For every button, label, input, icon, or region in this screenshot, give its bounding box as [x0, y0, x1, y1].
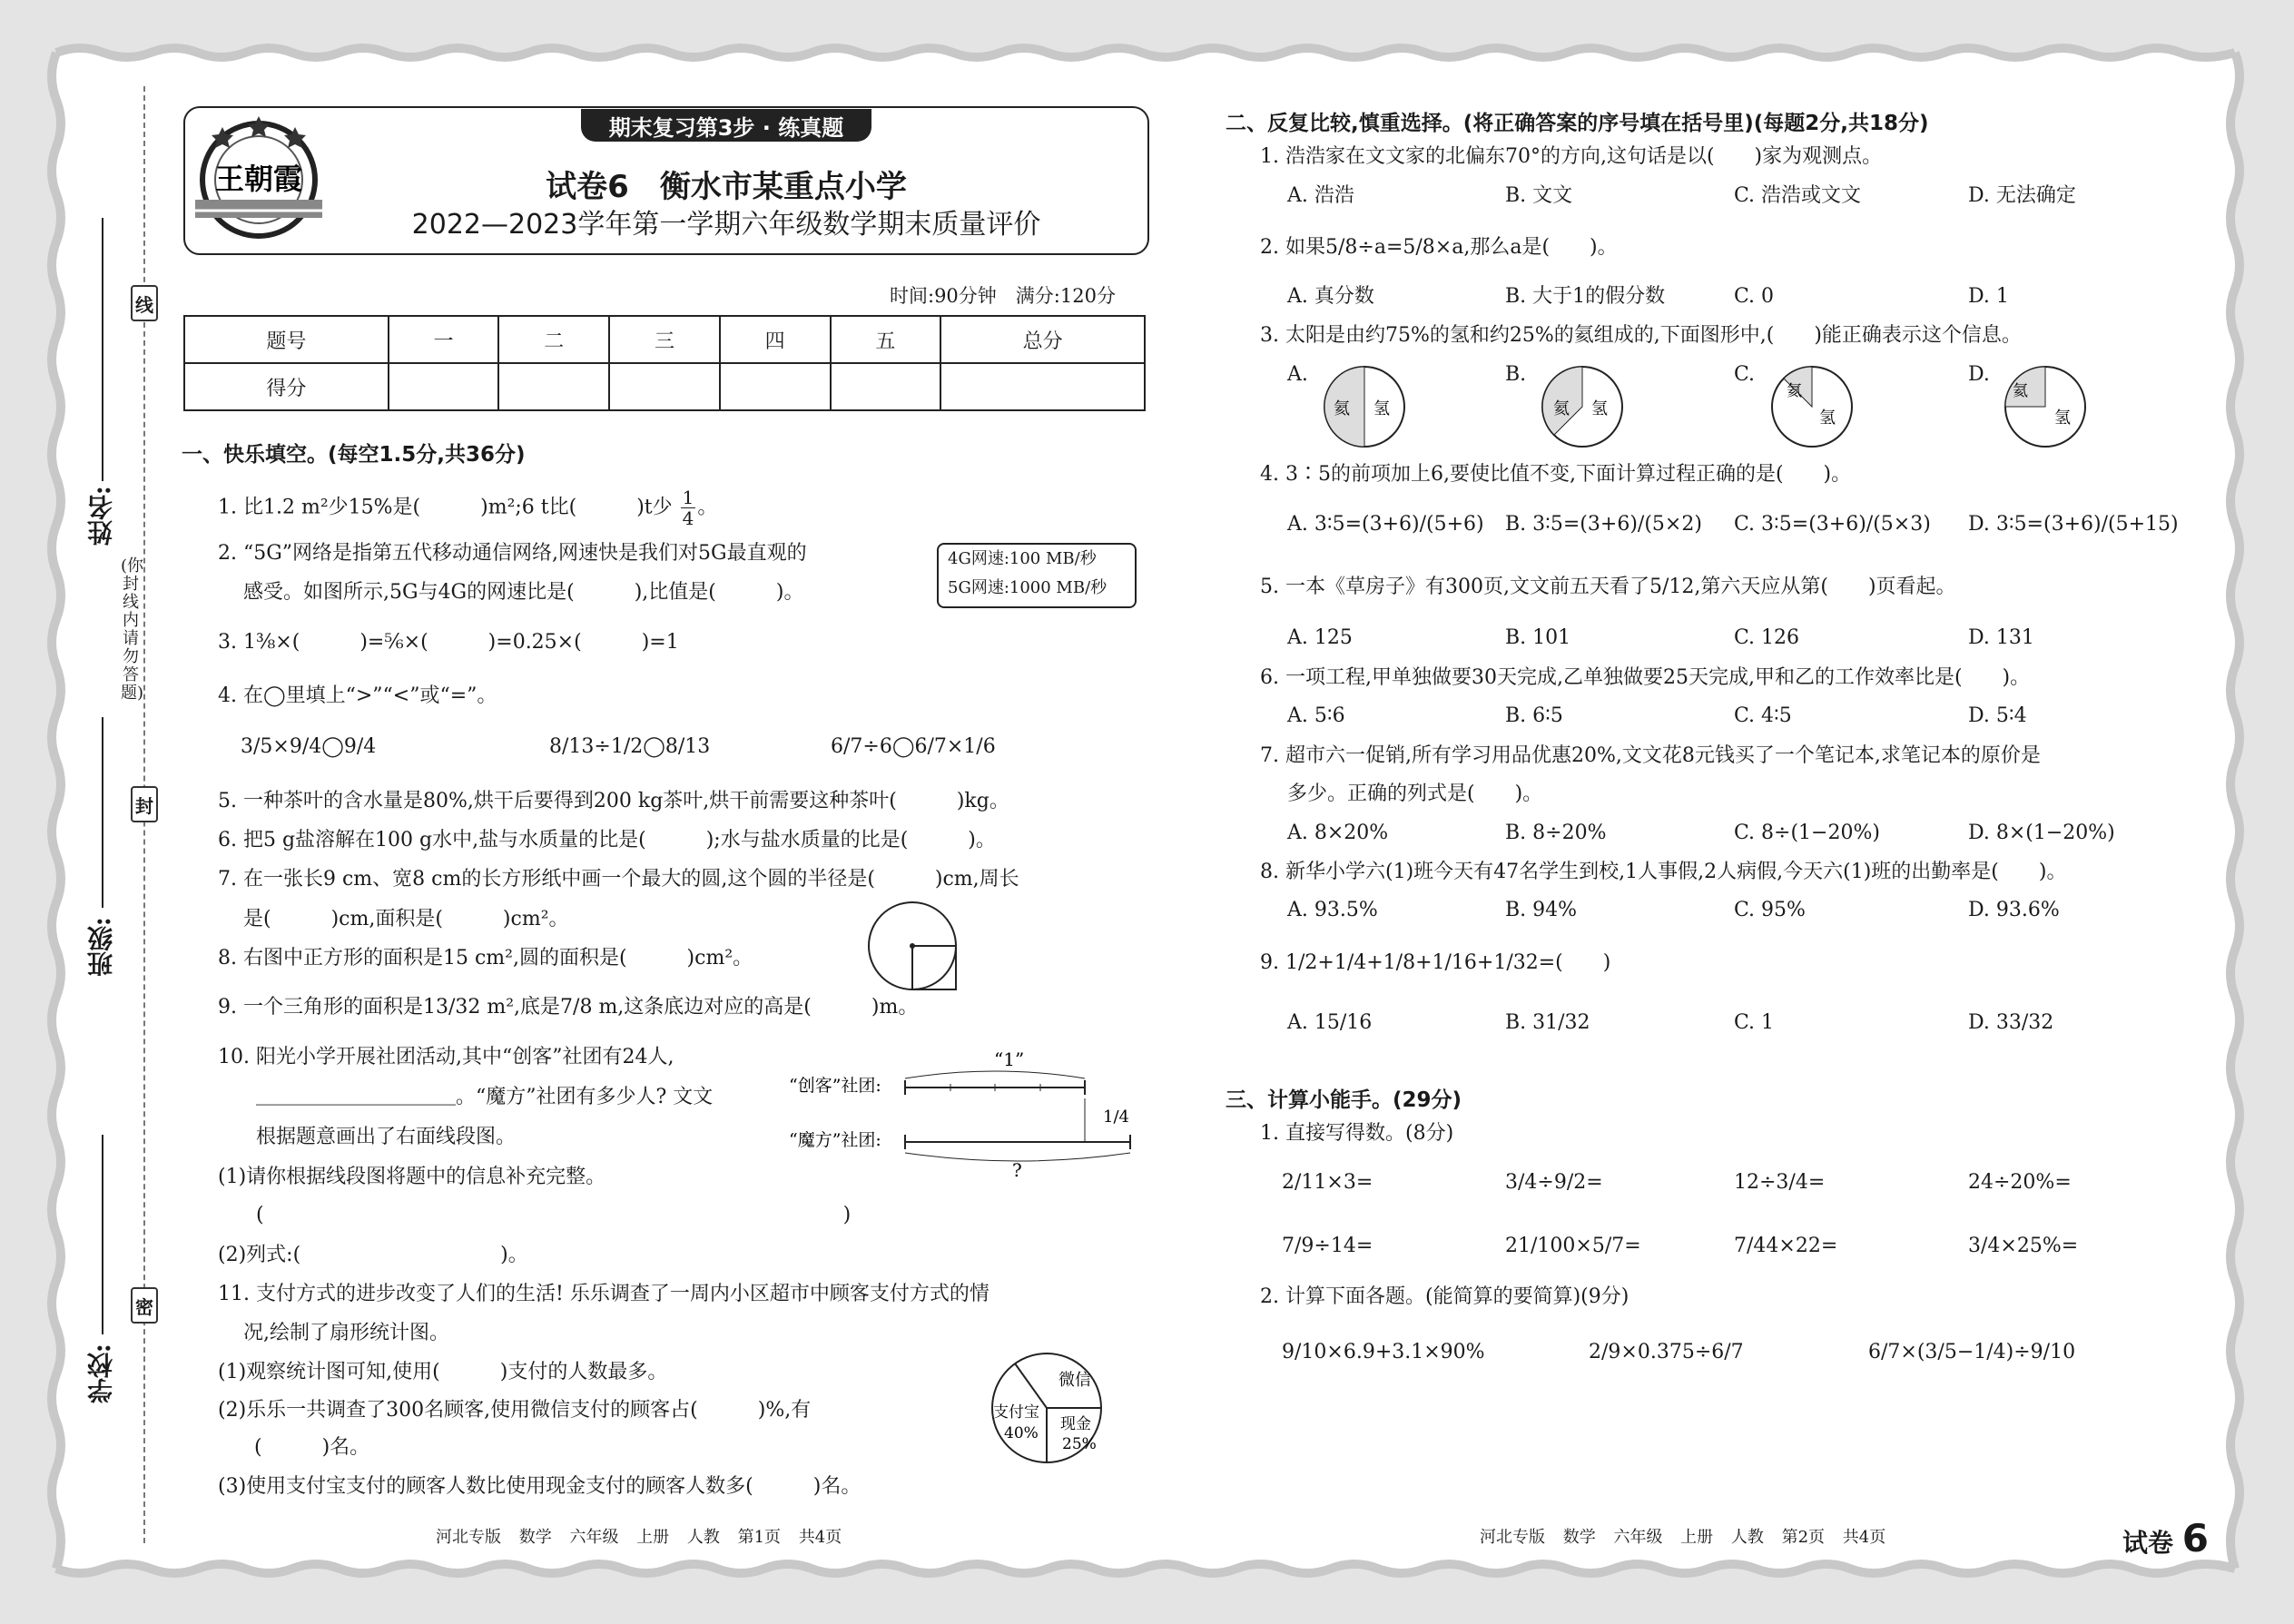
score-header-cell: 二 [498, 316, 609, 363]
s3-q2-item: 6/7×(3/5−1/4)÷9/10 [1868, 1341, 2076, 1363]
s2-q5-opt-b[interactable]: B. 101 [1505, 626, 1571, 649]
s2-q6-opt-c[interactable]: C. 4∶5 [1734, 704, 1792, 727]
footer-right: 河北专版 数学 六年级 上册 人教 第2页 共4页 [1480, 1528, 1886, 1547]
pie-wechat-label: 微信 [1058, 1371, 1091, 1390]
pie-option-c [1768, 363, 1859, 450]
s2-q4-opt-c[interactable]: C. 3∶5=(3+6)/(5×3) [1734, 513, 1931, 536]
s2-q3: 3. 太阳是由约75%的氢和约25%的氦组成的,下面图形中,( )能正确表示这个信息。 [1260, 324, 2022, 347]
s1-q4-c: 6/7÷6◯6/7×1/6 [831, 735, 996, 758]
s3-q1-item: 7/44×22= [1734, 1235, 1838, 1257]
s1-q4: 4. 在◯里填上“>”“<”或“=”。 [218, 684, 497, 707]
s1-q3: 3. 1⅜×( )=⅚×( )=0.25×( )=1 [218, 631, 679, 654]
score-table-header-row [184, 316, 1145, 363]
s2-q7-opt-d[interactable]: D. 8×(1−20%) [1968, 822, 2115, 844]
s1-q5: 5. 一种茶叶的含水量是80%,烘干后要得到200 kg茶叶,烘干前需要这种茶叶( )kg。 [218, 790, 1009, 812]
s1-q11-3: (3)使用支付宝支付的顾客人数比使用现金支付的顾客人数多( )名。 [218, 1475, 861, 1498]
score-header-cell: 五 [831, 316, 941, 363]
s1-q11-1: (1)观察统计图可知,使用( )支付的人数最多。 [218, 1361, 668, 1383]
s3-q2-item: 9/10×6.9+3.1×90% [1282, 1341, 1485, 1363]
s2-q5-opt-a[interactable]: A. 125 [1287, 626, 1353, 649]
s2-q1-opt-b[interactable]: B. 文文 [1505, 184, 1573, 207]
s2-q7-opt-c[interactable]: C. 8÷(1−20%) [1734, 822, 1880, 844]
pie-cash-pct: 25% [1062, 1435, 1097, 1453]
s1-q7-line2: 是( )cm,面积是( )cm²。 [243, 908, 569, 930]
s2-q7-line1: 7. 超市六一促销,所有学习用品优惠20%,文文花8元钱买了一个笔记本,求笔记本的原价是 [1260, 744, 2041, 767]
s3-q1-item: 3/4×25%= [1968, 1235, 2079, 1257]
section3-title: 三、计算小能手。(29分) [1226, 1088, 1462, 1112]
seg-one-label: “1” [994, 1048, 1025, 1070]
svg-text:氦: 氦 [2013, 382, 2028, 400]
score-table-score-row [184, 363, 1145, 410]
s2-q9: 9. 1/2+1/4+1/8+1/16+1/32=( ) [1260, 951, 1611, 974]
pie-option-d [2002, 363, 2092, 450]
s2-q1-opt-d[interactable]: D. 无法确定 [1968, 184, 2076, 207]
s2-q2-opt-a[interactable]: A. 真分数 [1287, 285, 1374, 308]
s2-q8-opt-d[interactable]: D. 93.6% [1968, 899, 2060, 921]
name-blank[interactable] [102, 218, 103, 481]
s2-q2-opt-d[interactable]: D. 1 [1968, 285, 2009, 308]
s3-q2: 2. 计算下面各题。(能简算的要简算)(9分) [1260, 1285, 1629, 1308]
pie-option-b [1539, 363, 1629, 450]
s1-q10-line2: ＿＿＿＿＿＿＿＿＿＿。“魔方”社团有多少人? 文文 [256, 1086, 714, 1108]
s2-q7-opt-a[interactable]: A. 8×20% [1287, 822, 1389, 844]
tag-seal: 封 [131, 786, 158, 822]
segment-diagram [785, 1044, 1144, 1180]
paper-number [2122, 1516, 2209, 1560]
name-label: 姓名: [86, 486, 116, 546]
s1-q11-line2: 况,绘制了扇形统计图。 [243, 1322, 449, 1344]
s1-q4-b: 8/13÷1/2◯8/13 [549, 735, 711, 758]
time-score-info: 时间:90分钟 满分:120分 [890, 285, 1116, 307]
pie-cash-label: 现金 [1060, 1415, 1091, 1433]
s1-q1: 1. 比1.2 m²少15%是( )m²;6 t比( )t少 $\frac{1}{4}$ 。 [218, 487, 718, 529]
seg-question: ? [1012, 1159, 1022, 1180]
s1-q1-text: 1. 比1.2 m²少15%是( )m²;6 t比( )t少 [218, 496, 673, 519]
seg-mf-label: “魔方”社团: [789, 1130, 881, 1150]
svg-text:氢: 氢 [1819, 408, 1836, 428]
s3-q1-item: 7/9÷14= [1282, 1235, 1373, 1257]
s1-q11-2b: ( )名。 [254, 1436, 370, 1459]
s2-q8-opt-a[interactable]: A. 93.5% [1287, 899, 1378, 921]
svg-text:氢: 氢 [1591, 399, 1608, 418]
svg-text:氦: 氦 [1787, 382, 1802, 400]
s2-q2-opt-b[interactable]: B. 大于1的假分数 [1505, 285, 1666, 308]
score-header-cell: 三 [609, 316, 720, 363]
s3-q1-item: 2/11×3= [1282, 1171, 1373, 1194]
s2-q1: 1. 浩浩家在文文家的北偏东70°的方向,这句话是以( )家为观测点。 [1260, 145, 1883, 168]
s2-q5-opt-d[interactable]: D. 131 [1968, 626, 2034, 649]
section2-title: 二、反复比较,慎重选择。(将正确答案的序号填在括号里)(每题2分,共18分) [1226, 112, 1929, 135]
s1-q2-line2: 感受。如图所示,5G与4G的网速比是( ),比值是( )。 [243, 581, 804, 604]
exam-title: 试卷6 衡水市某重点小学 [546, 169, 907, 205]
s1-q10-line3: 根据题意画出了右面线段图。 [256, 1126, 517, 1148]
logo-text: 王朝霞 [214, 162, 303, 196]
paper-label: 试卷 [2122, 1528, 2174, 1558]
class-blank[interactable] [102, 717, 103, 908]
score-cell[interactable] [498, 363, 609, 410]
s3-q1-item: 3/4÷9/2= [1505, 1171, 1603, 1194]
s2-q8-opt-b[interactable]: B. 94% [1505, 899, 1578, 921]
seg-fraction: 1/4 [1103, 1107, 1129, 1127]
score-cell[interactable] [831, 363, 941, 410]
class-label: 班级: [86, 917, 116, 978]
s1-q7-line1: 7. 在一张长9 cm、宽8 cm的长方形纸中画一个最大的圆,这个圆的半径是( )cm,周长 [218, 868, 1019, 891]
score-cell[interactable] [609, 363, 720, 410]
score-table [183, 315, 1146, 411]
tag-secret: 密 [131, 1287, 158, 1324]
s2-q9-opt-a[interactable]: A. 15/16 [1287, 1011, 1373, 1034]
s2-q9-opt-c[interactable]: C. 1 [1734, 1011, 1775, 1034]
paper-num: 6 [2181, 1516, 2209, 1560]
s2-q2-opt-c[interactable]: C. 0 [1734, 285, 1775, 308]
pie-alipay-label: 支付宝 [993, 1403, 1039, 1422]
s2-q2: 2. 如果5/8÷a=5/8×a,那么a是( )。 [1260, 236, 1618, 259]
s2-q4-opt-b[interactable]: B. 3∶5=(3+6)/(5×2) [1505, 513, 1702, 536]
s2-q5: 5. 一本《草房子》有300页,文文前五天看了5/12,第六天应从第( )页看起。 [1260, 576, 1956, 598]
s2-q5-opt-c[interactable]: C. 126 [1734, 626, 1800, 649]
s2-q4: 4. 3∶5的前项加上6,要使比值不变,下面计算过程正确的是( )。 [1260, 463, 1852, 486]
payment-pie-chart [988, 1349, 1106, 1467]
section1-title: 一、快乐填空。(每空1.5分,共36分) [182, 443, 526, 467]
pie-alipay-pct: 40% [1004, 1424, 1039, 1442]
s2-q3-opt-a[interactable]: A. [1287, 363, 1308, 386]
score-header-cell: 一 [389, 316, 499, 363]
s1-q1-fraction: $\frac{1}{4}$ [682, 487, 694, 529]
school-blank[interactable] [102, 1135, 103, 1334]
s2-q7-opt-b[interactable]: B. 8÷20% [1505, 822, 1607, 844]
s1-q8: 8. 右图中正方形的面积是15 cm²,圆的面积是( )cm²。 [218, 947, 753, 969]
s2-q6: 6. 一项工程,甲单独做要30天完成,乙单独做要25天完成,甲和乙的工作效率比是( )。 [1260, 666, 2031, 689]
s1-q9: 9. 一个三角形的面积是13/32 m²,底是7/8 m,这条底边对应的高是( )m。 [218, 996, 919, 1019]
network-speed-box [937, 543, 1137, 608]
score-header-cell: 总分 [940, 316, 1145, 363]
s2-q8-opt-c[interactable]: C. 95% [1734, 899, 1806, 921]
svg-text:氦: 氦 [1334, 399, 1350, 418]
exam-subtitle: 2022—2023学年第一学期六年级数学期末质量评价 [411, 209, 1041, 241]
score-header-cell: 题号 [184, 316, 389, 363]
footer-left: 河北专版 数学 六年级 上册 人教 第1页 共4页 [436, 1528, 842, 1547]
score-row-label: 得分 [184, 363, 389, 410]
svg-text:氢: 氢 [2054, 408, 2071, 428]
score-cell[interactable] [389, 363, 499, 410]
s3-q1-item: 24÷20%= [1968, 1171, 2072, 1194]
s3-q1-item: 12÷3/4= [1734, 1171, 1826, 1194]
s1-q10-1: (1)请你根据线段图将题中的信息补充完整。 [218, 1166, 606, 1188]
score-cell[interactable] [720, 363, 831, 410]
s2-q4-opt-d[interactable]: D. 3∶5=(3+6)/(5+15) [1968, 513, 2179, 536]
s2-q6-opt-a[interactable]: A. 5∶6 [1287, 704, 1345, 727]
seg-ck-label: “创客”社团: [789, 1076, 881, 1096]
s2-q6-opt-d[interactable]: D. 5∶4 [1968, 704, 2027, 727]
s1-q6: 6. 把5 g盐溶解在100 g水中,盐与水质量的比是( );水与盐水质量的比是( )。 [218, 829, 996, 851]
s3-q1-item: 21/100×5/7= [1505, 1235, 1641, 1257]
s1-q10-2: (2)列式:( )。 [218, 1244, 528, 1266]
circle-square-figure [862, 899, 962, 999]
s2-q9-opt-b[interactable]: B. 31/32 [1505, 1011, 1590, 1034]
svg-text:氦: 氦 [1553, 399, 1570, 418]
pie-option-a [1321, 363, 1412, 450]
svg-text:氢: 氢 [1373, 399, 1390, 418]
s2-q3-opt-b[interactable]: B. [1505, 363, 1527, 386]
s2-q6-opt-b[interactable]: B. 6∶5 [1505, 704, 1563, 727]
score-cell[interactable] [940, 363, 1145, 410]
speed-4g: 4G网速:100 MB/秒 [948, 549, 1097, 568]
s2-q9-opt-d[interactable]: D. 33/32 [1968, 1011, 2054, 1034]
s1-q2-line1: 2. “5G”网络是指第五代移动通信网络,网速快是我们对5G最直观的 [218, 542, 807, 565]
s1-q10-line1: 10. 阳光小学开展社团活动,其中“创客”社团有24人, [218, 1046, 674, 1068]
s2-q7-line2: 多少。正确的列式是( )。 [1287, 782, 1543, 805]
s1-q10-1-blank[interactable]: ( ) [256, 1204, 852, 1226]
s2-q4-opt-a[interactable]: A. 3∶5=(3+6)/(5+6) [1287, 513, 1484, 536]
s2-q3-opt-c[interactable]: C. [1734, 363, 1756, 386]
s2-q8: 8. 新华小学六(1)班今天有47名学生到校,1人事假,2人病假,今天六(1)班的出勤率是( )。 [1260, 861, 2067, 883]
s2-q3-opt-d[interactable]: D. [1968, 363, 1990, 386]
s3-q1: 1. 直接写得数。(8分) [1260, 1122, 1454, 1145]
review-banner: 期末复习第3步 · 练真题 [581, 109, 871, 142]
score-header-cell: 四 [720, 316, 831, 363]
s2-q1-opt-a[interactable]: A. 浩浩 [1287, 184, 1354, 207]
no-answer-note: (你封线内请勿答题) [121, 556, 144, 703]
s1-q11-line1: 11. 支付方式的进步改变了人们的生活! 乐乐调查了一周内小区超市中顾客支付方式的情 [218, 1283, 989, 1305]
speed-5g: 5G网速:1000 MB/秒 [948, 578, 1108, 597]
s2-q1-opt-c[interactable]: C. 浩浩或文文 [1734, 184, 1862, 207]
tag-line: 线 [131, 285, 158, 321]
s1-q4-a: 3/5×9/4◯9/4 [241, 735, 377, 758]
s1-q11-2: (2)乐乐一共调查了300名顾客,使用微信支付的顾客占( )%,有 [218, 1399, 812, 1422]
school-label: 学校: [86, 1343, 116, 1404]
s3-q2-item: 2/9×0.375÷6/7 [1589, 1341, 1744, 1363]
publisher-logo [186, 109, 331, 251]
